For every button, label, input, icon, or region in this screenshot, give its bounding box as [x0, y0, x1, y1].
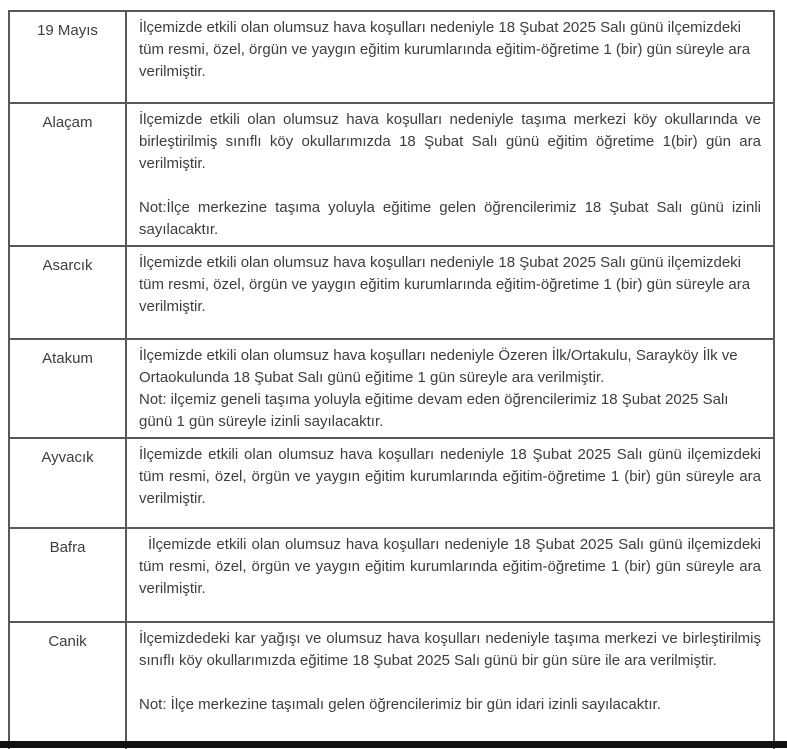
- description-cell: [126, 438, 774, 528]
- district-cell: Asarcık: [9, 246, 126, 339]
- note-paragraph: Not: İlçe merkezine taşımalı gelen öğrencilerimiz bir gün idari izinli sayılacaktır.: [139, 696, 661, 713]
- description-cell: [126, 11, 774, 103]
- district-cell: 19 Mayıs: [9, 11, 126, 103]
- district-cell: Canik: [9, 622, 126, 749]
- district-cell: Ayvacık: [9, 438, 126, 528]
- description-cell: [126, 528, 774, 622]
- description-cell: [126, 622, 774, 749]
- description-paragraph: İlçemizde etkili olan olumsuz hava koşulları nedeniyle taşıma merkezi köy okullarında ve birleştirilmiş sınıflı köy okullarımızda 18 Şubat Salı günü eğitim öğretime 1(bir) gün ara verilmiştir.: [139, 111, 761, 172]
- table-row: [9, 438, 774, 528]
- table-row: [9, 246, 774, 339]
- district-cell: Bafra: [9, 528, 126, 622]
- table-row: [9, 528, 774, 622]
- description-paragraph: İlçemizde etkili olan olumsuz hava koşulları nedeniyle Özeren İlk/Ortakulu, Sarayköy İlk ve Ortaokulunda 18 Şubat Salı günü eğitime 1 gün süreyle ara verilmiştir.: [139, 347, 738, 386]
- school-closures-table: [8, 10, 775, 749]
- table-row: [9, 339, 774, 438]
- description-paragraph: İlçemizde etkili olan olumsuz hava koşulları nedeniyle 18 Şubat 2025 Salı günü ilçemizdeki tüm resmi, özel, örgün ve yaygın eğitim kurumlarında eğitim-öğretime 1 (bir) gün süreyle ara verilmiştir.: [139, 19, 751, 80]
- description-paragraph: İlçemizde etkili olan olumsuz hava koşulları nedeniyle 18 Şubat 2025 Salı günü ilçemizdeki tüm resmi, özel, örgün ve yaygın eğitim kurumlarında eğitim-öğretime 1 (bir) gün süreyle ara verilmiştir.: [139, 254, 751, 315]
- description-cell: [126, 246, 774, 339]
- table-row: [9, 103, 774, 246]
- description-paragraph: İlçemizdedeki kar yağışı ve olumsuz hava koşulları nedeniyle taşıma merkezi ve birleştirilmiş sınıflı köy okullarımızda eğitime 18 Şubat 2025 Salı günü bir gün süre ile ara verilmiştir.: [139, 630, 761, 669]
- description-cell: [126, 103, 774, 246]
- description-paragraph: İlçemizde etkili olan olumsuz hava koşulları nedeniyle 18 Şubat 2025 Salı günü ilçemizdeki tüm resmi, özel, örgün ve yaygın eğitim kurumlarında eğitim-öğretime 1 (bir) gün süreyle ara verilmiştir.: [139, 446, 761, 507]
- description-paragraph: İlçemizde etkili olan olumsuz hava koşulları nedeniyle 18 Şubat 2025 Salı günü ilçemizdeki tüm resmi, özel, örgün ve yaygın eğitim kurumlarında eğitim-öğretime 1 (bir) gün süreyle ara verilmiştir.: [139, 536, 761, 597]
- district-cell: Atakum: [9, 339, 126, 438]
- bottom-edge-bar: [0, 741, 787, 748]
- note-paragraph: Not: ilçemiz geneli taşıma yoluyla eğitime devam eden öğrencilerimiz 18 Şubat 2025 Salı günü 1 gün süreyle izinli sayılacaktır.: [139, 391, 729, 430]
- table-row: [9, 622, 774, 749]
- paragraph-spacer: [139, 175, 761, 197]
- description-cell: [126, 339, 774, 438]
- note-paragraph: Not:İlçe merkezine taşıma yoluyla eğitime gelen öğrencilerimiz 18 Şubat Salı günü izinli sayılacaktır.: [139, 199, 761, 238]
- paragraph-spacer: [139, 672, 761, 694]
- district-cell: Alaçam: [9, 103, 126, 246]
- table-row: [9, 11, 774, 103]
